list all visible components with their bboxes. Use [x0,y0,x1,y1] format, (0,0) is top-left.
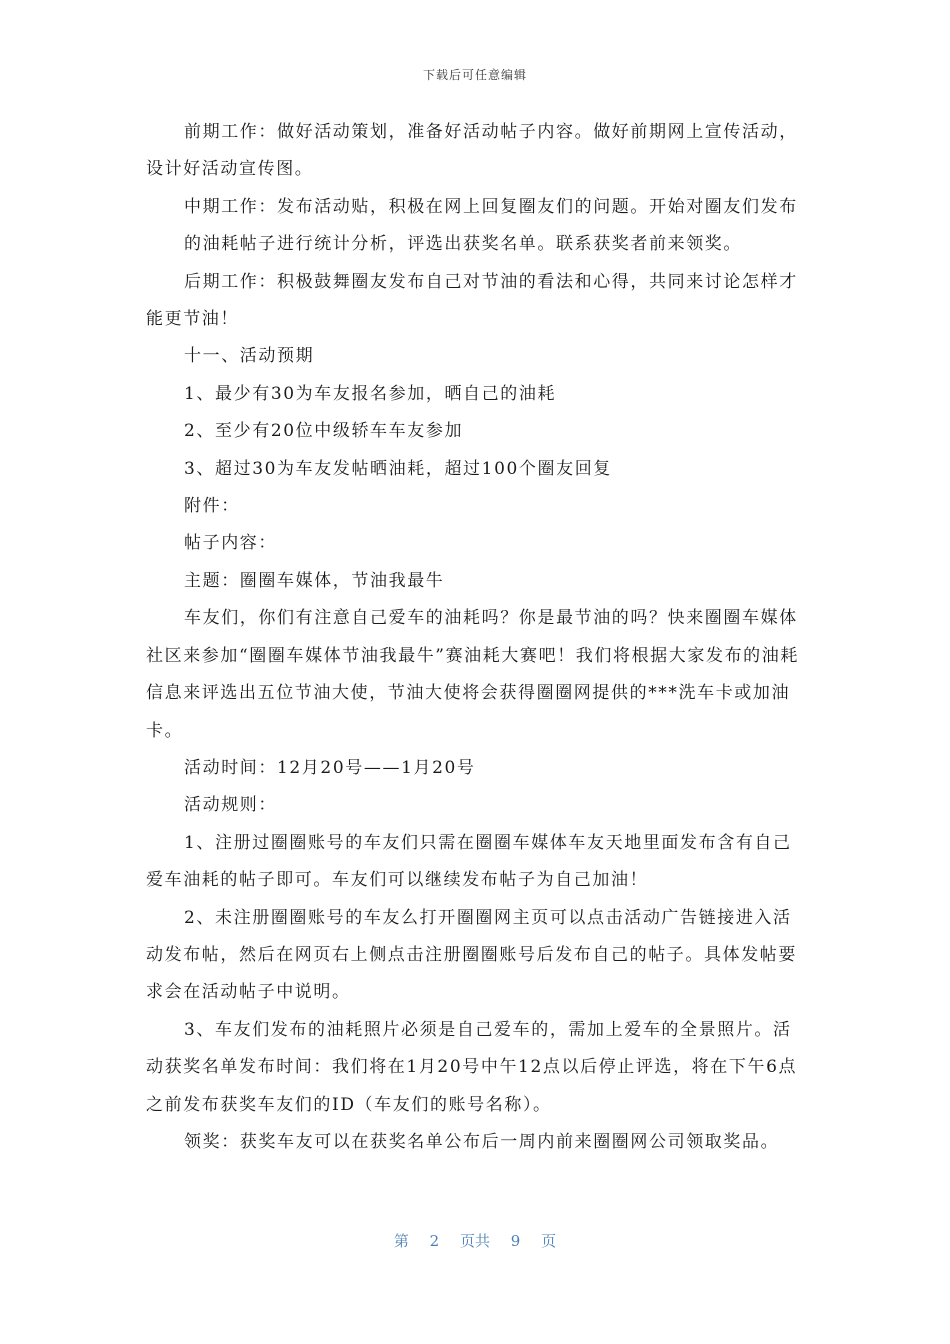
footer-end-label: 页 [541,1232,557,1250]
post-content-label: 帖子内容： [184,533,277,554]
footer-page-label: 第 [393,1232,409,1250]
footer-total-pages: 9 [510,1232,521,1250]
page-footer [0,1230,950,1251]
paragraph-mid-work-cont: 的油耗帖子进行统计分析，评选出获奖名单。联系获奖者前来领奖。 [184,234,742,255]
rules-label: 活动规则： [184,795,277,816]
rule-item: 1、注册过圈圈账号的车友们只需在圈圈车媒体车友天地里面发布含有自己爱车油耗的帖子即可。车友们可以继续发布帖子为自己加油！ [146,832,792,891]
post-subject: 主题：圈圈车媒体，节油我最牛 [184,570,445,591]
section-heading-expectation: 十一、活动预期 [184,346,315,367]
paragraph-late-work: 后期工作：积极鼓舞圈友发布自己对节油的看法和心得，共同来讨论怎样才能更节油！ [146,271,798,330]
rule-item: 3、车友们发布的油耗照片必须是自己爱车的，需加上爱车的全景照片。活动获奖名单发布时间：我们将在1月20号中午12点以后停止评选，将在下午6点之前发布获奖车友们的ID（车友们的账号名称）。 [146,1019,798,1115]
page-header: 下载后可任意编辑 [422,68,527,82]
document-body [146,114,806,1161]
paragraph-early-work: 前期工作：做好活动策划，准备好活动帖子内容。做好前期网上宣传活动，设计好活动宣传图。 [146,122,798,180]
attachment-label: 附件： [184,496,240,517]
footer-total-label: 页共 [459,1232,490,1250]
activity-time: 活动时间：12月20号——1月20号 [184,757,476,778]
list-item: 2、至少有20位中级轿车车友参加 [184,421,464,442]
list-item: 1、最少有30为车友报名参加，晒自己的油耗 [184,383,557,404]
rule-item: 2、未注册圈圈账号的车友么打开圈圈网主页可以点击活动广告链接进入活动发布帖，然后在网页右上侧点击注册圈圈账号后发布自己的帖子。具体发帖要求会在活动帖子中说明。 [146,907,797,1003]
list-item: 3、超过30为车友发帖晒油耗，超过100个圈友回复 [184,458,612,479]
prize-collection: 领奖：获奖车友可以在获奖名单公布后一周内前来圈圈网公司领取奖品。 [184,1131,780,1152]
paragraph-mid-work: 中期工作：发布活动贴，积极在网上回复圈友们的问题。开始对圈友们发布 [184,196,798,217]
footer-page-number: 2 [429,1232,440,1250]
paragraph-invitation: 车友们，你们有注意自己爱车的油耗吗？你是最节油的吗？快来圈圈车媒体社区来参加“圈圈车媒体节油我最牛”赛油耗大赛吧！我们将根据大家发布的油耗信息来评选出五位节油大使，节油大使将会获得圈圈网提供的***洗车卡或加油卡。 [146,608,799,741]
